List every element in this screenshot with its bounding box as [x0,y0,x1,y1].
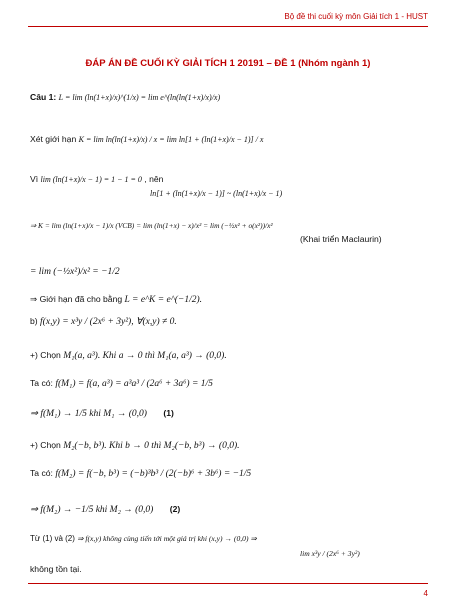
taco1-line [30,378,213,389]
taco2-expression: f(M₂) = f(−b, b³) = (−b)³b³ / (2(−b)⁶ + 3b⁶) = −1/5 [55,469,252,479]
concl-b: ⇒ f(x,y) không cùng tiến tới một giá trị khi (x,y) → (0,0) ⇒ [77,534,257,543]
chon1-expression: M₁(a, a³). Khi a → 0 thì M₁(a, a³) → (0,0). [63,351,227,361]
b-expression: f(x,y) = x³y / (2x⁶ + 3y²), ∀(x,y) ≠ 0. [40,317,177,327]
concl-d: không tồn tại. [30,564,82,574]
k-line [30,220,273,230]
vi-expression: lim (ln(1+x)/x − 1) = 1 − 1 = 0 [40,175,142,184]
final-line [30,534,257,543]
taco1-expression: f(M₁) = f(a, a³) = a³a³ / (2a⁶ + 3a⁶) = 1/5 [55,379,213,389]
imp1-line [30,408,174,419]
xet-line [30,134,263,144]
imp2-line [30,504,180,515]
cau1-expression: L = lim (ln(1+x)/x)^(1/x) = lim e^(ln(ln(1+x)/x)/x) [58,93,221,102]
concl-end-line [30,564,82,574]
k-expression: ⇒ K = lim (ln(1+x)/x − 1)/x (VCB) = lim (ln(1+x) − x)/x² = lim (−½x² + o(x²))/x² [30,221,273,230]
taco2-line [30,468,251,479]
k-result-line [30,266,120,277]
tag-2: (2) [169,504,181,514]
document-title: ĐÁP ÁN ĐỀ CUỐI KỲ GIẢI TÍCH 1 20191 – ĐỀ 1 (Nhóm ngành 1) [85,58,371,69]
page-header: Bộ đề thi cuối kỳ môn Giải tích 1 - HUST [284,12,428,21]
xet-label: Xét giới hạn [30,134,77,144]
chon2-expression: M₂(−b, b³). Khi b → 0 thì M₂(−b, b³) → (0,0). [63,441,240,451]
conclusion-a-line [30,294,202,305]
header-rule [28,26,428,27]
footer-rule [28,583,428,584]
imp1-expression: ⇒ f(M₁) → 1/5 khi M₁ → (0,0) [30,409,147,419]
concl-limit-line [300,548,360,558]
cau1-line [30,92,220,102]
maclaurin-note: (Khai triển Maclaurin) [300,234,382,244]
nen-label: , nên [144,174,164,184]
chon2-label: +) Chọn [30,440,61,450]
chon2-line [30,440,240,451]
gioihan-expression: L = e^K = e^(−1/2). [124,295,203,305]
page-number: 4 [423,589,428,598]
taco2-label: Ta có: [30,468,53,478]
nen-expression: ln[1 + (ln(1+x)/x − 1)] ~ (ln(1+x)/x − 1) [150,189,283,198]
b-label: b) [30,316,38,326]
tag-1: (1) [163,408,174,418]
k-result: = lim (−½x²)/x² = −1/2 [30,267,120,277]
imp2-expression: ⇒ f(M₂) → −1/5 khi M₂ → (0,0) [30,505,154,515]
taco1-label: Ta có: [30,378,53,388]
cau1-label: Câu 1: [30,92,57,102]
chon1-line [30,350,227,361]
nen-line [150,188,282,198]
vi-line [30,174,163,184]
gioihan-label: ⇒ Giới hạn đã cho bằng [30,294,123,304]
xet-expression: K = lim ln(ln(1+x)/x) / x = lim ln[1 + (ln(1+x)/x − 1)] / x [78,135,264,144]
concl-c: lim x³y / (2x⁶ + 3y²) [300,549,360,558]
concl-a: Từ (1) và (2) [30,534,75,543]
vi-label: Vì [30,174,39,184]
b-line [30,316,177,327]
chon1-label: +) Chọn [30,350,61,360]
